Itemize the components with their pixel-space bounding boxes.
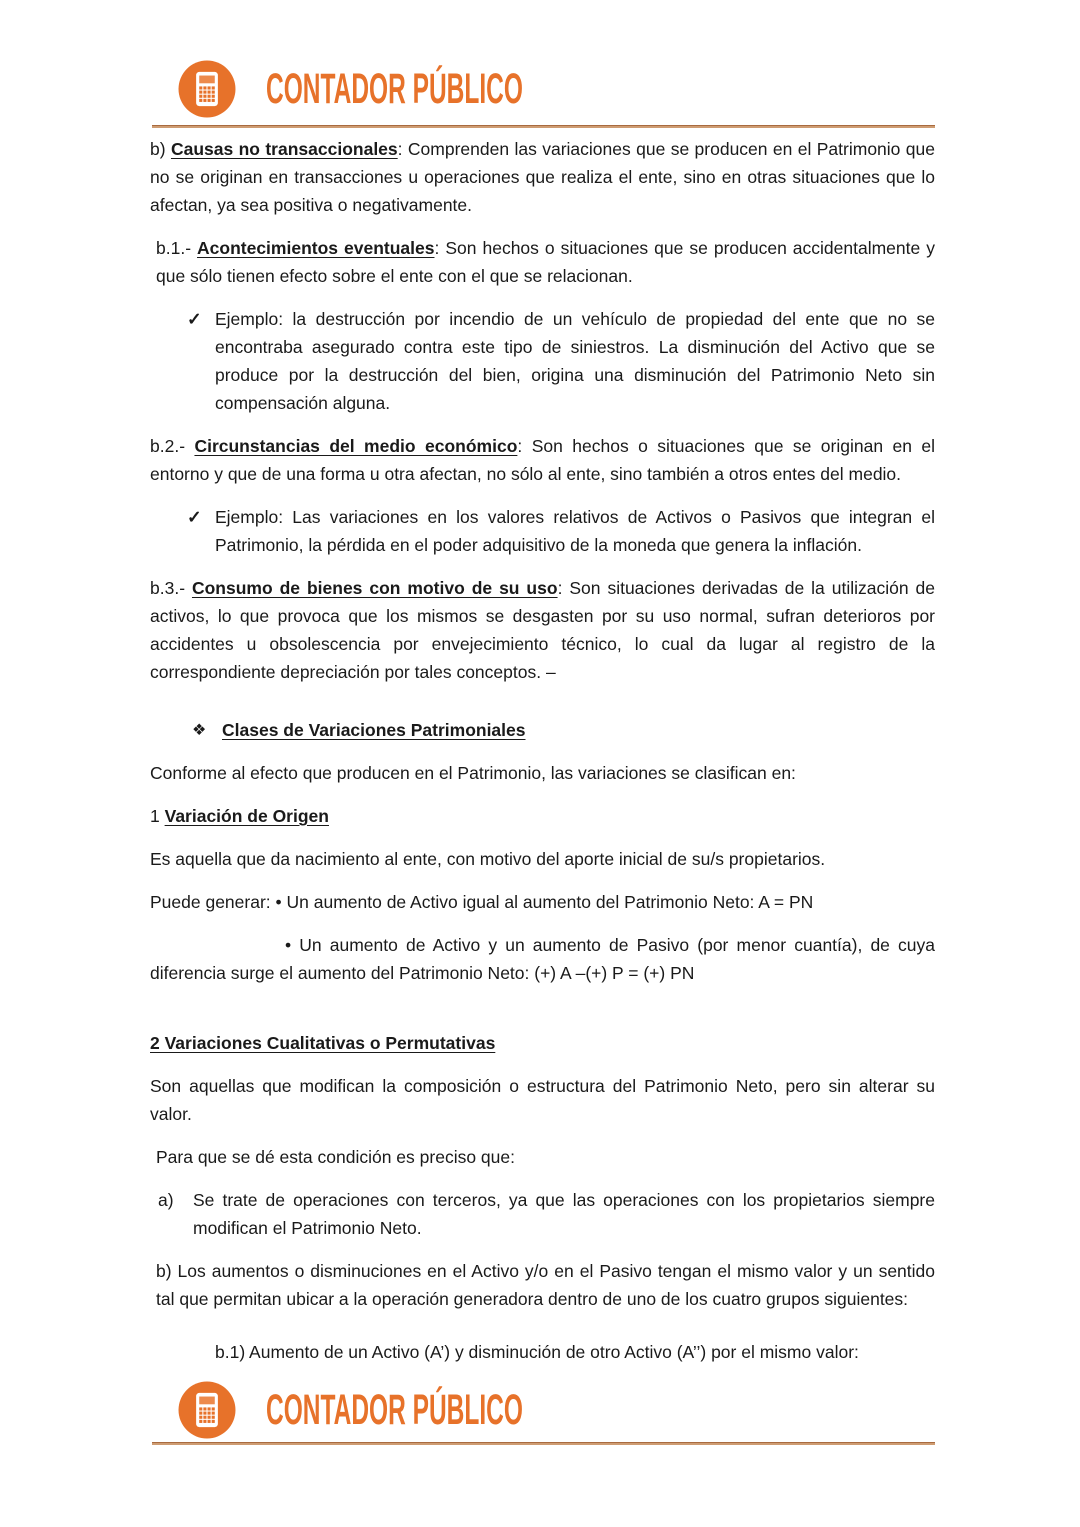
heading-text: Variación de Origen <box>164 806 329 826</box>
checkmark-icon: ✓ <box>187 309 202 329</box>
paragraph-son-aquellas: Son aquellas que modifican la composición o estructura del Patrimonio Neto, pero sin alterar su valor. <box>150 1076 935 1124</box>
checkmark-icon: ✓ <box>187 507 202 527</box>
paragraph-b1-aumento-activo: b.1) Aumento de un Activo (A’) y disminución de otro Activo (A’’) por el mismo valor: <box>215 1342 859 1362</box>
diamond-bullet-icon: ❖ <box>192 722 207 739</box>
example-bullet-incendio <box>150 305 935 417</box>
paragraph-origen: Es aquella que da nacimiento al ente, con motivo del aporte inicial de su/s propietarios. <box>150 849 826 869</box>
heading-clases-variaciones <box>150 716 935 744</box>
footer-logo <box>178 1381 1080 1439</box>
paragraph-prefix: b.2.- <box>150 436 195 456</box>
paragraph-circunstancias-medio <box>150 432 935 488</box>
paragraph-rest: : Comprenden las variaciones que se producen en el Patrimonio que no se originan en transacciones u operaciones que realiza el ente, sino en otras situaciones que lo afectan, ya sea positiva o negativamente. <box>150 139 935 215</box>
footer-divider <box>152 1442 935 1445</box>
paragraph-consumo-bienes <box>150 574 935 686</box>
paragraph-rest: : Son hechos o situaciones que se originan en el entorno y que de una forma u otra afectan, no sólo al ente, sino también a otros entes del medio. <box>150 436 935 484</box>
paragraph-lead: Causas no transaccionales <box>170 139 398 159</box>
paragraph-prefix: b.1.- <box>156 238 198 258</box>
paragraph-lead: Circunstancias del medio económico <box>194 436 518 456</box>
paragraph-lead: Acontecimientos eventuales <box>197 238 435 258</box>
paragraph-aumento-activo-pasivo: • Un aumento de Activo y un aumento de Pasivo (por menor cuantía), de cuya diferencia surge el aumento del Patrimonio Neto: (+) A –(+) P = (+) PN <box>150 935 935 983</box>
paragraph-prefix: b) <box>150 139 171 159</box>
paragraph-acontecimientos-eventuales <box>150 234 935 290</box>
paragraph-conforme: Conforme al efecto que producen en el Patrimonio, las variaciones se clasifican en: <box>150 763 796 783</box>
heading-text: Clases de Variaciones Patrimoniales <box>222 720 526 740</box>
paragraph-rest: : Son situaciones derivadas de la utilización de activos, lo que provoca que los mismos se desgasten por su uso normal, sufran deterioros por accidentes u obsolescencia por envejecimiento técnico, lo cual da lugar al registro de la correspondiente depreciación por tales conceptos. – <box>150 578 935 682</box>
calculator-icon <box>178 60 236 118</box>
paragraph-rest: : Son hechos o situaciones que se producen accidentalmente y que sólo tienen efecto sobre el ente con el que se relacionan. <box>156 238 935 286</box>
bullet-text: Ejemplo: la destrucción por incendio de un vehículo de propiedad del ente que no se encontraba asegurado contra este tipo de siniestros. La disminución del Activo que se produce por la destrucción del bien, origina una disminución del Patrimonio Neto sin compensación alguna. <box>215 309 935 413</box>
paragraph-condicion: Para que se dé esta condición es preciso que: <box>156 1147 515 1167</box>
paragraph-item-b: b) Los aumentos o disminuciones en el Activo y/o en el Pasivo tengan el mismo valor y un sentido tal que permitan ubicar a la operación generadora dentro de uno de los cuatro grupos siguientes: <box>156 1261 935 1309</box>
heading-variaciones-permutativas <box>150 1029 935 1057</box>
paragraph-causas-no-transaccionales <box>150 135 935 219</box>
paragraph-puede-generar: Puede generar: • Un aumento de Activo igual al aumento del Patrimonio Neto: A = PN <box>150 892 814 912</box>
example-bullet-inflacion <box>150 503 935 559</box>
brand-wordmark: CONTADOR PÚBLICO <box>266 65 523 113</box>
heading-variacion-origen <box>150 802 935 830</box>
bullet-text: Ejemplo: Las variaciones en los valores relativos de Activos o Pasivos que integran el Patrimonio, la pérdida en el poder adquisitivo de la moneda que genera la inflación. <box>215 507 935 555</box>
heading-text: 2 Variaciones Cualitativas o Permutativas <box>150 1033 496 1053</box>
paragraph-prefix: b.3.- <box>150 578 192 598</box>
calculator-icon <box>178 1381 236 1439</box>
list-item-a <box>150 1186 935 1242</box>
list-item-marker: a) <box>158 1190 174 1210</box>
brand-wordmark: CONTADOR PÚBLICO <box>266 1386 523 1434</box>
heading-number: 1 <box>150 806 165 826</box>
header-logo <box>178 0 1080 118</box>
list-item-text: Se trate de operaciones con terceros, ya que las operaciones con los propietarios siempre modifican el Patrimonio Neto. <box>193 1190 935 1238</box>
document-body <box>0 128 1080 1366</box>
paragraph-lead: Consumo de bienes con motivo de su uso <box>191 578 558 598</box>
